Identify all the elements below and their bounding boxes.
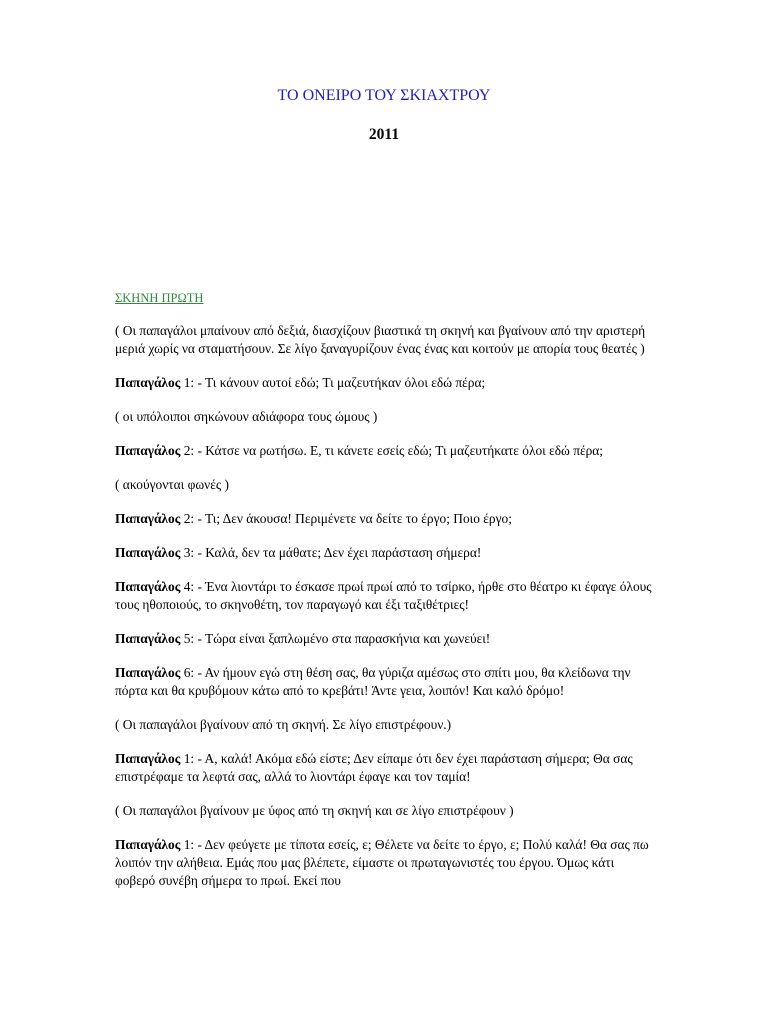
dialogue-line [115,374,655,392]
stage-direction [115,476,655,494]
paragraph-text: ( Οι παπαγάλοι βγαίνουν με ύφος από τη σκηνή και σε λίγο επιστρέφουν ) [115,803,514,818]
paragraph-text: ( Οι παπαγάλοι μπαίνουν από δεξιά, διασχίζουν βιαστικά τη σκηνή και βγαίνουν από την αριστερή μεριά χωρίς να σταματήσουν. Σε λίγο ξαναγυρίζουν ένας ένας και κοιτούν με απορία τους θεατές ) [115,323,646,356]
speaker-name: Παπαγάλος [115,579,181,594]
speaker-name: Παπαγάλος [115,375,181,390]
paragraph-text: ( οι υπόλοιποι σηκώνουν αδιάφορα τους ώμους ) [115,409,378,424]
stage-direction [115,802,655,820]
speaker-name: Παπαγάλος [115,545,181,560]
dialogue-text: 3: - Καλά, δεν τα μάθατε; Δεν έχει παράσταση σήμερα! [180,545,482,560]
stage-direction [115,408,655,426]
dialogue-text: 2: - Κάτσε να ρωτήσω. Ε, τι κάνετε εσείς εδώ; Τι μαζευτήκατε όλοι εδώ πέρα; [180,443,603,458]
paragraph-text: ( ακούγονται φωνές ) [115,477,229,492]
dialogue-text: 4: - Ένα λιοντάρι το έσκασε πρωί πρωί από το τσίρκο, ήρθε στο θέατρο κι έφαγε όλους τους ηθοποιούς, το σκηνοθέτη, τον παραγωγό και έξι ταξιθέτριες! [115,579,652,612]
stage-direction [115,716,655,734]
paragraph-text: ( Οι παπαγάλοι βγαίνουν από τη σκηνή. Σε λίγο επιστρέφουν.) [115,717,452,732]
speaker-name: Παπαγάλος [115,631,181,646]
dialogue-line [115,578,655,614]
speaker-name: Παπαγάλος [115,665,181,680]
dialogue-line [115,750,655,786]
document-body [115,322,655,906]
document-year: 2011 [368,126,400,143]
dialogue-line [115,630,655,648]
speaker-name: Παπαγάλος [115,837,181,852]
dialogue-text: 6: - Αν ήμουν εγώ στη θέση σας, θα γύριζα αμέσως στο σπίτι μου, θα κλείδωνα την πόρτα και θα κρυβόμουν κάτω από το κρεβάτι! Άντε γεια, λοιπόν! Και καλό δρόμο! [115,665,631,698]
dialogue-text: 2: - Τι; Δεν άκουσα! Περιμένετε να δείτε το έργο; Ποιο έργο; [180,511,512,526]
dialogue-line [115,442,655,460]
dialogue-text: 5: - Τώρα είναι ξαπλωμένο στα παρασκήνια και χωνεύει! [180,631,491,646]
scene-heading: ΣΚΗΝΗ ΠΡΩΤΗ [115,291,204,305]
dialogue-text: 1: - Α, καλά! Ακόμα εδώ είστε; Δεν είπαμε ότι δεν έχει παράσταση σήμερα; Θα σας επιστρέφαμε τα λεφτά σας, αλλά το λιοντάρι έφαγε και τον ταμία! [115,751,633,784]
dialogue-line [115,544,655,562]
dialogue-line [115,664,655,700]
dialogue-line [115,510,655,528]
stage-direction [115,322,655,358]
speaker-name: Παπαγάλος [115,443,181,458]
dialogue-line [115,836,655,890]
dialogue-text: 1: - Τι κάνουν αυτοί εδώ; Τι μαζευτήκαν όλοι εδώ πέρα; [180,375,486,390]
document-title: ΤΟ ΟΝΕΙΡΟ ΤΟΥ ΣΚΙΑΧΤΡΟΥ [277,87,491,104]
speaker-name: Παπαγάλος [115,511,181,526]
speaker-name: Παπαγάλος [115,751,181,766]
dialogue-text: 1: - Δεν φεύγετε με τίποτα εσείς, ε; Θέλετε να δείτε το έργο, ε; Πολύ καλά! Θα σας πω λοιπόν την αλήθεια. Εμάς που μας βλέπετε, είμαστε οι πρωταγωνιστές του έργου. Όμως κάτι φοβερό συνέβη σήμερα το πρωί. Εκεί που [115,837,649,888]
